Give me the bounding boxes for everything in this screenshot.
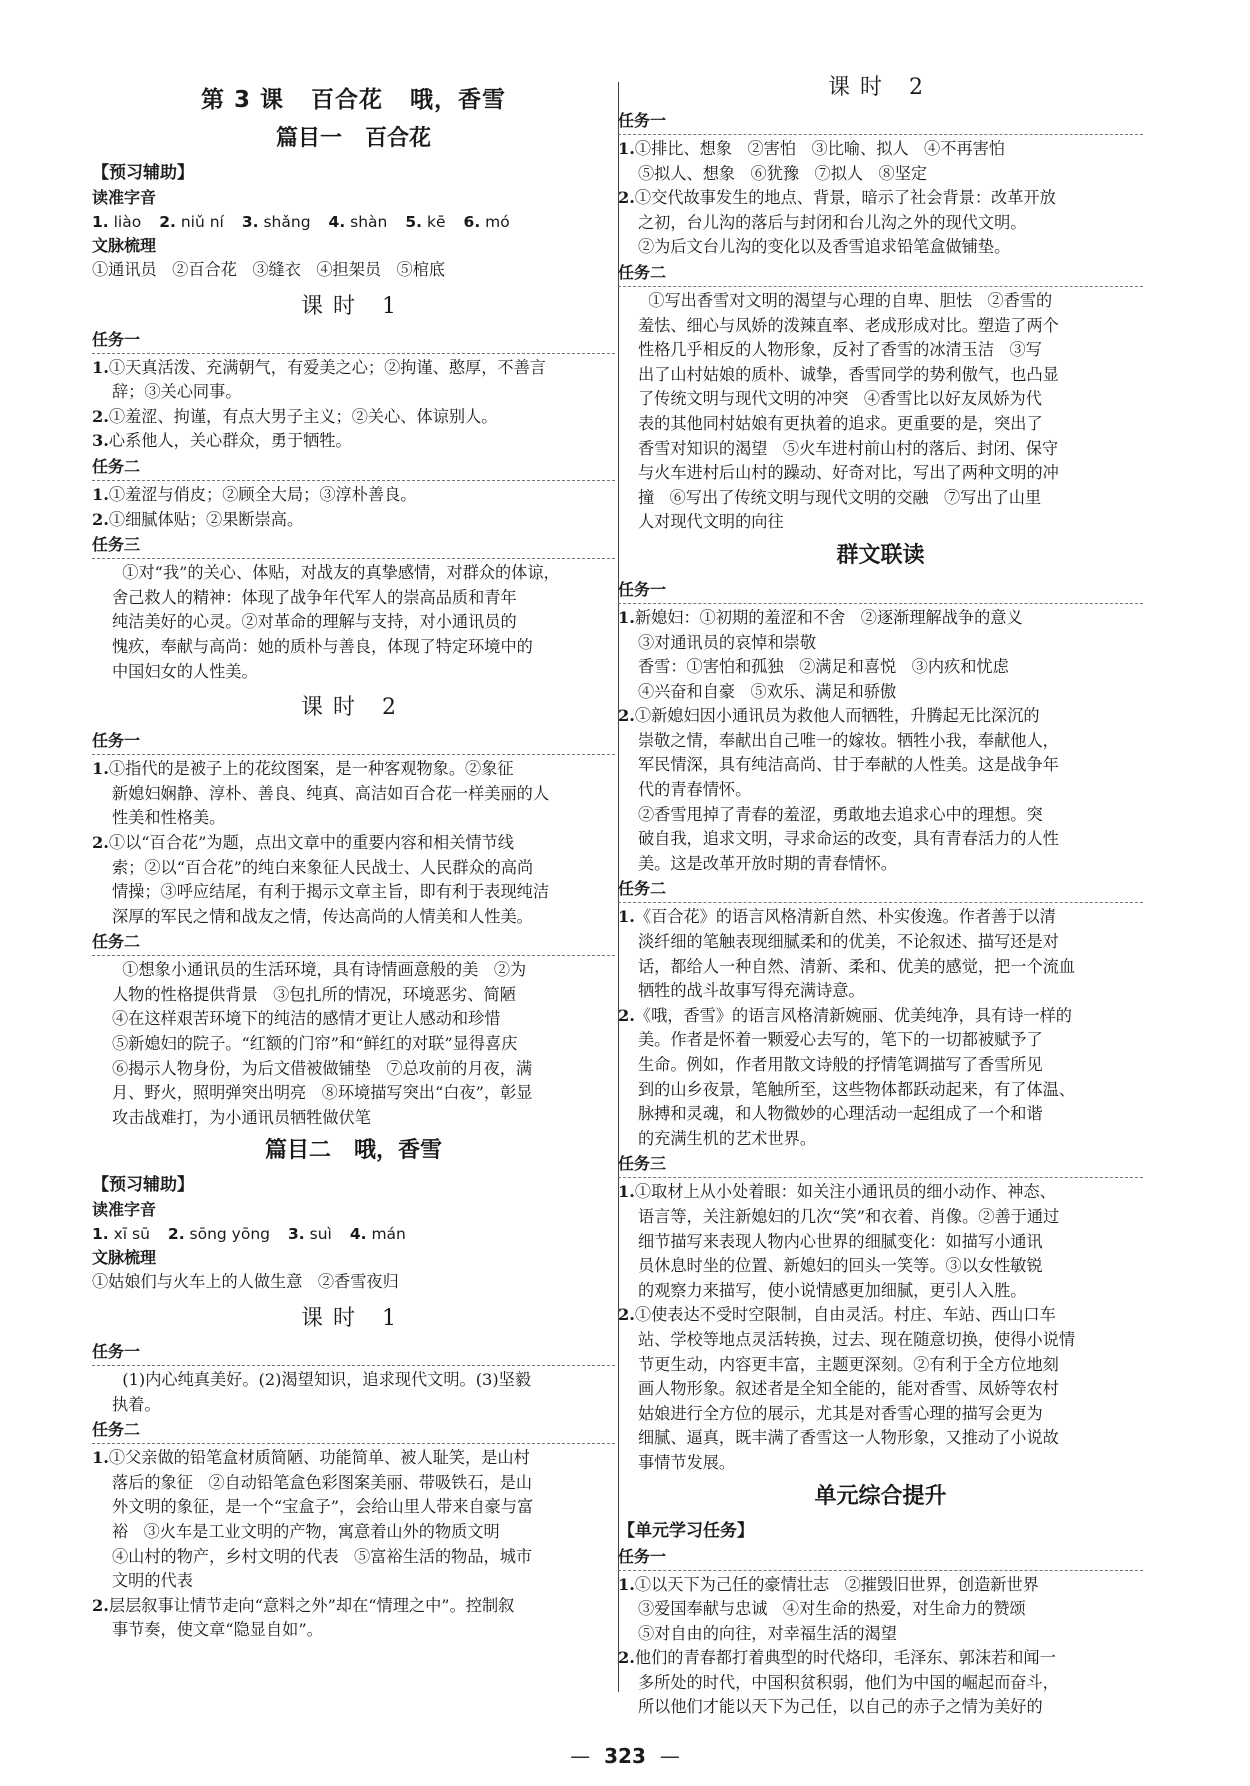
pinyin-answer: mán (366, 1225, 406, 1244)
lesson-title: 第 3 课 百合花 哦，香雪 (200, 87, 507, 113)
item-number: 2. (618, 1305, 635, 1325)
task-1-answers (618, 606, 1143, 877)
answer-line (92, 380, 615, 405)
item-number: 2. (167, 1225, 185, 1244)
answer-text: 深厚的军民之情和战友之情，传达高尚的人情美和人性美。 (112, 906, 533, 926)
answer-text: 的充满生机的艺术世界。 (638, 1128, 817, 1148)
pinyin-answer: kē (422, 213, 446, 231)
answer-line (618, 729, 1143, 754)
answer-text: ①排比、想象 ②害怕 ③比喻、拟人 ④不再害怕 (634, 139, 1005, 158)
answer-line (618, 314, 1143, 339)
answer-line (92, 1007, 615, 1032)
answer-line (618, 1078, 1143, 1103)
right-column (618, 70, 1143, 1720)
answer-text: 情操；③呼应结尾，有利于揭示文章主旨，即有利于表现纯洁 (112, 882, 550, 902)
answer-text: 人对现代文明的向往 (638, 512, 784, 532)
item-number: 3. (241, 213, 259, 231)
answer-line (92, 1520, 615, 1545)
answer-line (92, 1545, 615, 1570)
task-1-heading: 任务一 (618, 577, 1143, 604)
answer-line (92, 508, 615, 533)
answer-text: ①指代的是被子上的花纹图案，是一种客观物象。②象征 (108, 759, 514, 779)
answer-line (618, 1426, 1143, 1451)
answer-line (92, 429, 615, 454)
answer-text: 姑娘进行全方位的展示，尤其是对香雪心理的描写会更为 (638, 1403, 1043, 1423)
pronunciation-answers (92, 210, 615, 234)
answer-text: ⑤拟人、想象 ⑥犹豫 ⑦拟人 ⑧坚定 (638, 163, 928, 183)
answer-line (618, 1597, 1143, 1622)
answer-line (92, 1495, 615, 1520)
answer-line (618, 1622, 1143, 1647)
answer-line (618, 289, 1143, 314)
answer-text: 崇敬之情，奉献出自己唯一的嫁妆。牺牲小我，奉献他人， (638, 730, 1059, 750)
answer-text: 中国妇女的人性美。 (112, 661, 258, 681)
answer-text: 多所处的时代，中国积贫积弱，他们为中国的崛起而奋斗， (638, 1672, 1059, 1692)
answer-line (92, 1106, 615, 1131)
answer-text: ④在这样艰苦环境下的纯洁的感情才更让人感动和珍惜 (112, 1009, 501, 1029)
answer-line (92, 831, 615, 856)
answer-text: 他们的青春都打着典型的时代烙印，毛泽东、郭沫若和闻一 (634, 1648, 1056, 1668)
answer-text: 香雪：①害怕和孤独 ②满足和喜悦 ③内疚和忧虑 (638, 657, 1009, 677)
answer-text: ①父亲做的铅笔盒材质简陋、功能简单、被人耻笑，是山村 (108, 1448, 530, 1468)
pinyin-answer: sōng yōng (184, 1225, 271, 1244)
answer-line (618, 437, 1143, 462)
answer-text: 外文明的象征，是一个“宝盒子”，会给山里人带来自豪与富 (112, 1497, 534, 1517)
item-number: 4. (349, 1225, 367, 1244)
answer-line (92, 1032, 615, 1057)
task-2-heading: 任务二 (92, 929, 615, 956)
page-number-value: 323 (604, 1744, 646, 1768)
task-1-answers (618, 1573, 1143, 1721)
answer-line (618, 338, 1143, 363)
item-number: 2. (618, 1005, 635, 1025)
pronunciation-label: 读准字音 (92, 188, 157, 207)
context-label: 文脉梳理 (92, 1248, 157, 1268)
answer-text: 事节奏，使文章“隐显自如”。 (112, 1620, 323, 1640)
item-number: 2. (92, 1595, 109, 1615)
task-2-heading: 任务二 (92, 454, 615, 481)
item-number: 6. (463, 213, 481, 231)
answer-text: ①新媳妇因小通讯员为救他人而牺牲，升腾起无比深沉的 (634, 706, 1040, 726)
lesson-period-2-heading: 课时 2 (828, 75, 933, 100)
answer-text: 了传统文明与现代文明的冲突 ④香雪比以好友凤娇为代 (638, 389, 1042, 409)
answer-text: 站、学校等地点灵活转换，过去、现在随意切换，使得小说情 (638, 1329, 1076, 1349)
answer-text: ①以天下为己任的豪情壮志 ②摧毁旧世界，创造新世界 (634, 1574, 1039, 1594)
answer-line (618, 461, 1143, 486)
task-1-heading: 任务一 (92, 1339, 615, 1366)
answer-line (618, 1180, 1143, 1205)
answer-line (618, 1671, 1143, 1696)
answer-text: ③对通讯员的哀悼和崇敬 (638, 632, 817, 652)
answer-text: 脉搏和灵魂，和人物微妙的心理活动一起组成了一个和谐 (638, 1104, 1043, 1124)
preview-label: 【预习辅助】 (92, 1175, 194, 1196)
answer-line (618, 1402, 1143, 1427)
answer-text: 到的山乡夜景，笔触所至，这些物体都跃动起来，有了体温、 (638, 1079, 1076, 1099)
task-2-answers (618, 289, 1143, 535)
answer-text: 细节描写来表现人物内心世界的细腻变化：如描写小通讯 (638, 1231, 1043, 1251)
answer-text: 心系他人，关心群众，勇于牺牲。 (108, 431, 352, 451)
answer-text: 军民情深，具有纯洁高尚、甘于奉献的人性美。这是战争年 (638, 755, 1059, 775)
answer-text: ③爱国奉献与忠诚 ④对生命的热爱，对生命力的赞颂 (638, 1599, 1026, 1619)
answer-text: 细腻、逼真，既丰满了香雪这一人物形象，又推动了小说故 (638, 1428, 1059, 1448)
answer-line (92, 356, 615, 381)
answer-line (618, 162, 1143, 187)
answer-text: 节更生动，内容更丰富，主题更深刻。②有利于全方位地刻 (638, 1354, 1059, 1374)
answer-text: 员休息时坐的位置、新媳妇的回头一笑等。③以女性敏锐 (638, 1256, 1043, 1276)
answer-text: 话，都给人一种自然、清新、柔和、优美的感觉，把一个流血 (638, 956, 1076, 976)
answer-text: 辞；③关心同事。 (112, 382, 242, 402)
answer-line (92, 1569, 615, 1594)
answer-line (618, 1279, 1143, 1304)
answer-text: ①取材上从小处着眼：如关注小通讯员的细小动作、神态、 (634, 1182, 1056, 1202)
answer-line (92, 1368, 615, 1393)
answer-line (618, 1127, 1143, 1152)
answer-text: ①以“百合花”为题，点出文章中的重要内容和相关情节线 (108, 832, 514, 852)
answer-line (92, 635, 615, 660)
answer-text: ⑥揭示人物身份，为后文借被做铺垫 ⑦总攻前的月夜，满 (112, 1058, 533, 1078)
answer-line (618, 979, 1143, 1004)
answer-line (618, 778, 1143, 803)
answer-text: 新媳妇：①初期的羞涩和不舍 ②逐渐理解战争的意义 (634, 607, 1023, 627)
item-number: 4. (328, 213, 346, 231)
answer-line (92, 1081, 615, 1106)
answer-text: 愧疚，奉献与高尚：她的质朴与善良，体现了特定环境中的 (112, 636, 533, 656)
answer-text: 画人物形象。叙述者是全知全能的，能对香雪、凤娇等农村 (638, 1379, 1059, 1399)
answer-text: ⑤新媳妇的院子。“红额的门帘”和“鲜红的对联”显得喜庆 (112, 1034, 518, 1054)
answer-text: 索；②以“百合花”的纯白来象征人民战士、人民群众的高尚 (112, 857, 534, 877)
answer-line (618, 753, 1143, 778)
answer-line (618, 803, 1143, 828)
answer-line (92, 757, 615, 782)
answer-line (92, 1594, 615, 1619)
answer-line (618, 1205, 1143, 1230)
task-3-answers (618, 1180, 1143, 1475)
answer-line (92, 610, 615, 635)
answer-line (618, 1004, 1143, 1029)
item-number: 1. (92, 759, 109, 779)
answer-text: 纯洁美好的心灵。②对革命的理解与支持，对小通讯员的 (112, 612, 517, 632)
context-answers: ①通讯员 ②百合花 ③缝衣 ④担架员 ⑤棺底 (92, 260, 446, 279)
answer-text: 羞怯、细心与凤娇的泼辣直率、老成形成对比。塑造了两个 (638, 315, 1059, 335)
answer-line (92, 782, 615, 807)
context-label: 文脉梳理 (92, 236, 157, 255)
item-number: 1. (618, 1182, 635, 1202)
answer-text: ⑤对自由的向往，对幸福生活的渴望 (638, 1623, 897, 1643)
answer-line (92, 1618, 615, 1643)
answer-text: 层层叙事让情节走向“意料之外”却在“情理之中”。控制叙 (108, 1595, 515, 1615)
answer-text: 牺牲的战斗故事写得充满诗意。 (638, 981, 865, 1001)
answer-line (618, 930, 1143, 955)
pronunciation-answers (92, 1222, 615, 1246)
answer-line (618, 905, 1143, 930)
preview-label: 【预习辅助】 (92, 163, 194, 183)
task-2-answers (92, 958, 615, 1130)
answer-text: ①想象小通讯员的生活环境，具有诗情画意般的美 ②为 (112, 960, 527, 980)
item-number: 2. (618, 1648, 635, 1668)
answer-text: ①使表达不受时空限制，自由灵活。村庄、车站、西山口车 (634, 1305, 1056, 1325)
item-number: 2. (92, 509, 109, 529)
answer-line (618, 235, 1143, 260)
answer-text: ①羞涩与俏皮；②顾全大局；③淳朴善良。 (108, 484, 417, 504)
answer-text: 《百合花》的语言风格清新自然、朴实俊逸。作者善于以清 (634, 907, 1056, 927)
answer-line (618, 1646, 1143, 1671)
answer-line (618, 680, 1143, 705)
answer-text: 美。作者是怀着一颗爱心去写的，笔下的一切都被赋予了 (638, 1030, 1043, 1050)
context-answers: ①姑娘们与火车上的人做生意 ②香雪夜归 (92, 1272, 399, 1292)
answer-line (618, 852, 1143, 877)
answer-text: 执着。 (112, 1394, 161, 1414)
answer-text: 的观察力来描写，使小说情感更加细腻，更引人入胜。 (638, 1280, 1027, 1300)
task-2-answers (92, 1446, 615, 1643)
answer-line (618, 1377, 1143, 1402)
answer-line (618, 1028, 1143, 1053)
item-number: 1. (618, 1574, 635, 1594)
task-3-answers (92, 561, 615, 684)
answer-line (618, 1695, 1143, 1720)
answer-text: 代的青春情怀。 (638, 780, 752, 800)
answer-line (618, 1102, 1143, 1127)
item-number: 1. (92, 213, 109, 231)
task-1-heading: 任务一 (92, 327, 615, 354)
answer-line (92, 880, 615, 905)
answer-text: 舍己救人的精神：体现了战争年代军人的崇高品质和青年 (112, 587, 517, 607)
answer-line (92, 983, 615, 1008)
unit-tasks-label: 【单元学习任务】 (618, 1520, 754, 1541)
answer-line (618, 1053, 1143, 1078)
item-number: 2. (92, 832, 109, 852)
item-number: 2. (92, 406, 109, 426)
answer-line (618, 363, 1143, 388)
task-3-heading: 任务三 (92, 532, 615, 559)
answer-text: ①细腻体贴；②果断崇高。 (108, 509, 304, 529)
answer-text: 性美和性格美。 (112, 808, 226, 828)
task-2-answers (92, 483, 615, 532)
task-2-heading: 任务二 (92, 1417, 615, 1444)
answer-text: ②香雪甩掉了青春的羞涩，勇敢地去追求心中的理想。突 (638, 804, 1043, 824)
task-1-answers (92, 757, 615, 929)
lesson-period-2-heading: 课时 2 (301, 695, 406, 721)
item-number: 2. (618, 188, 635, 208)
task-2-heading: 任务二 (618, 876, 1143, 903)
task-1-answers (92, 356, 615, 454)
item-number: 1. (618, 139, 635, 158)
answer-text: ①羞涩、拘谨，有点大男子主义；②关心、体谅别人。 (108, 406, 498, 426)
answer-line (618, 137, 1143, 162)
item-number: 5. (405, 213, 423, 231)
pronunciation-label: 读准字音 (92, 1200, 157, 1220)
pinyin-answer: liào (108, 213, 142, 231)
task-1-heading: 任务一 (618, 108, 1143, 135)
item-number: 1. (92, 1448, 109, 1468)
answer-line (92, 586, 615, 611)
item-number: 3. (288, 1225, 305, 1244)
task-1-answers (92, 1368, 615, 1417)
answer-line (618, 655, 1143, 680)
answer-line (618, 486, 1143, 511)
item-number: 2. (159, 213, 176, 231)
answer-text: 新媳妇娴静、淳朴、善良、纯真、高洁如百合花一样美丽的人 (112, 783, 550, 803)
answer-line (92, 561, 615, 586)
answer-line (92, 405, 615, 430)
pinyin-answer: shǎng (258, 213, 311, 231)
answer-text: 出了山村姑娘的质朴、诚挚，香雪同学的势利傲气，也凸显 (638, 364, 1059, 384)
answer-line (92, 856, 615, 881)
item-number: 2. (618, 706, 635, 726)
answer-text: 月、野火，照明弹突出明亮 ⑧环境描写突出“白夜”，彰显 (112, 1083, 533, 1103)
answer-line (618, 955, 1143, 980)
answer-line (92, 905, 615, 930)
lesson-period-1-heading: 课时 1 (301, 1306, 406, 1332)
answer-text: 裕 ③火车是工业文明的产物，寓意着山外的物质文明 (112, 1522, 500, 1541)
answer-line (618, 387, 1143, 412)
pinyin-answer: shàn (345, 213, 388, 231)
answer-text: ④兴奋和自豪 ⑤欢乐、满足和骄傲 (638, 681, 897, 701)
item-number: 1. (618, 907, 635, 927)
answer-text: 攻击战难打，为小通讯员牺牲做伏笔 (112, 1107, 371, 1127)
unit-review-title: 单元综合提升 (814, 1483, 947, 1509)
answer-text: ①天真活泼、充满朝气，有爱美之心；②拘谨、憨厚，不善言 (108, 357, 546, 377)
answer-line (618, 1254, 1143, 1279)
answer-line (92, 660, 615, 685)
piece1-title: 篇目一 百合花 (276, 126, 431, 151)
answer-line (92, 1446, 615, 1471)
answer-text: ①对“我”的关心、体贴，对战友的真挚感情，对群众的体谅， (112, 563, 560, 583)
answer-text: 落后的象征 ②自动铅笔盒色彩图案美丽、带吸铁石，是山 (112, 1472, 533, 1492)
answer-line (92, 806, 615, 831)
answer-line (92, 1471, 615, 1496)
answer-line (618, 1230, 1143, 1255)
answer-text: 性格几乎相反的人物形象，反衬了香雪的冰清玉洁 ③写 (638, 340, 1042, 360)
answer-text: 美。这是改革开放时期的青春情怀。 (638, 853, 897, 873)
answer-text: 撞 ⑥写出了传统文明与现代文明的交融 ⑦写出了山里 (638, 487, 1042, 507)
lesson-period-1-heading: 课时 1 (301, 293, 406, 319)
answer-text: 与火车进村后山村的躁动、好奇对比，写出了两种文明的冲 (638, 463, 1059, 483)
answer-text: 文明的代表 (112, 1571, 193, 1591)
item-number: 1. (92, 1225, 109, 1244)
pinyin-answer: mó (480, 213, 510, 231)
pinyin-answer: suì (304, 1225, 332, 1244)
answer-line (618, 510, 1143, 535)
answer-line (618, 412, 1143, 437)
answer-text: ②为后文台儿沟的变化以及香雪追求铅笔盒做铺垫。 (638, 237, 1011, 257)
answer-line (618, 1328, 1143, 1353)
answer-line (618, 1303, 1143, 1328)
task-1-answers (618, 137, 1143, 260)
answer-text: 语言等，关注新媳妇的几次“笑”和衣着、肖像。②善于通过 (638, 1206, 1060, 1226)
answer-text: 事情节发展。 (638, 1452, 736, 1472)
answer-text: 人物的性格提供背景 ③包扎所的情况，环境恶劣、简陋 (112, 984, 516, 1004)
group-reading-title: 群文联读 (836, 542, 925, 568)
left-column (92, 70, 615, 1643)
answer-line (92, 1393, 615, 1418)
answer-text: 表的其他同村姑娘有更执着的追求。更重要的是，突出了 (638, 413, 1043, 433)
item-number: 1. (92, 357, 109, 377)
task-1-heading: 任务一 (618, 1544, 1143, 1571)
item-number: 1. (618, 607, 635, 627)
answer-line (92, 958, 615, 983)
answer-text: 淡纤细的笔触表现细腻柔和的优美，不论叙述、描写还是对 (638, 932, 1059, 952)
answer-line (618, 704, 1143, 729)
task-2-answers (618, 905, 1143, 1151)
task-1-heading: 任务一 (92, 728, 615, 755)
piece2-title: 篇目二 哦，香雪 (265, 1138, 442, 1164)
answer-text: 生命。例如，作者用散文诗般的抒情笔调描写了香雪所见 (638, 1055, 1043, 1074)
answer-line (92, 483, 615, 508)
page-number: — 323 — (570, 1744, 680, 1768)
answer-line (618, 606, 1143, 631)
answer-text: 《哦，香雪》的语言风格清新婉丽、优美纯净，具有诗一样的 (634, 1005, 1072, 1025)
pinyin-answer: niǔ ní (175, 213, 224, 231)
answer-text: 香雪对知识的渴望 ⑤火车进村前山村的落后、封闭、保守 (638, 438, 1059, 458)
answer-line (618, 631, 1143, 656)
answer-line (618, 1353, 1143, 1378)
answer-line (618, 186, 1143, 211)
answer-text: 破自我，追求文明，寻求命运的改变，具有青春活力的人性 (638, 829, 1059, 849)
answer-text: ①写出香雪对文明的渴望与心理的自卑、胆怯 ②香雪的 (638, 290, 1053, 310)
item-number: 1. (92, 484, 109, 504)
pinyin-answer: xī sū (108, 1225, 150, 1244)
answer-text: (1)内心纯真美好。(2)渴望知识，追求现代文明。(3)坚毅 (112, 1370, 532, 1390)
answer-line (618, 211, 1143, 236)
answer-text: ④山村的物产，乡村文明的代表 ⑤富裕生活的物品，城市 (112, 1546, 533, 1566)
item-number: 3. (92, 431, 109, 451)
task-2-heading: 任务二 (618, 260, 1143, 287)
answer-line (618, 827, 1143, 852)
answer-text: 之初，台儿沟的落后与封闭和台儿沟之外的现代文明。 (638, 212, 1027, 232)
answer-line (92, 1057, 615, 1082)
answer-line (618, 1451, 1143, 1476)
answer-text: 所以他们才能以天下为己任，以自己的赤子之情为美好的 (638, 1697, 1043, 1717)
answer-text: ①交代故事发生的地点、背景，暗示了社会背景：改革开放 (634, 188, 1056, 208)
answer-line (618, 1573, 1143, 1598)
task-3-heading: 任务三 (618, 1151, 1143, 1178)
